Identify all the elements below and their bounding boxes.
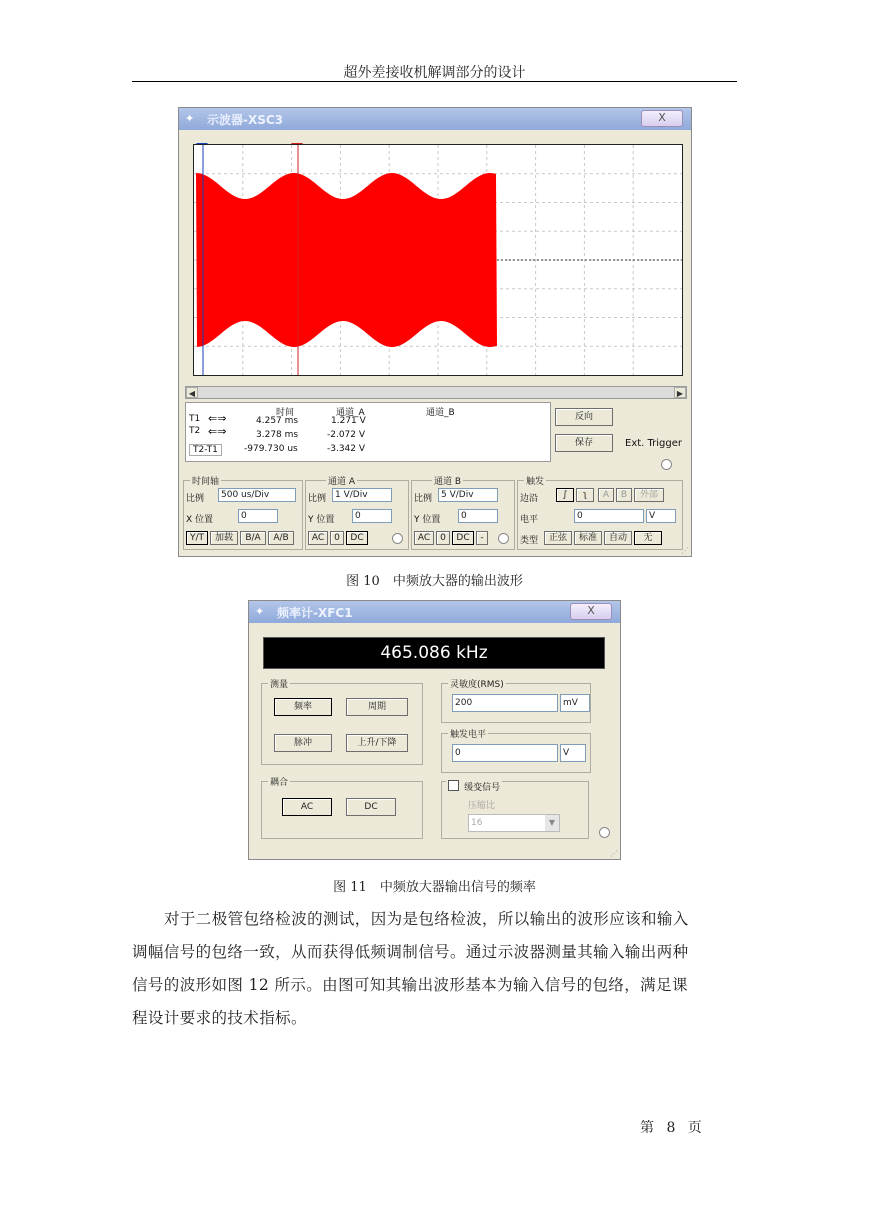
channel-a-scale-label: 比例 bbox=[308, 494, 327, 504]
channel-a-ypos-field[interactable]: 0 bbox=[352, 509, 392, 523]
edge-falling-button[interactable]: ʅ bbox=[576, 488, 594, 502]
slow-signal-group bbox=[441, 781, 589, 839]
oscilloscope-title: 示波器-XSC3 bbox=[207, 113, 284, 127]
channel-b-ypos-label: Y 位置 bbox=[414, 515, 441, 525]
timebase-scale-label: 比例 bbox=[186, 494, 205, 504]
paragraph-line: 程设计要求的技术指标。 bbox=[132, 1009, 307, 1027]
cursor-t2-handle[interactable] bbox=[291, 136, 303, 144]
trigger-level-label: 电平 bbox=[520, 515, 539, 525]
readout-col-b: 通道_B bbox=[426, 408, 455, 418]
slow-signal-label: 缓变信号 bbox=[464, 783, 501, 793]
close-button[interactable] bbox=[570, 603, 612, 620]
channel-b-group-label: 通道 B bbox=[432, 474, 463, 487]
trigger-source-ext-button[interactable]: 外部 bbox=[634, 488, 664, 502]
counter-title: 频率计-XFC1 bbox=[277, 606, 353, 620]
resize-grip-icon[interactable]: ⋰ bbox=[681, 546, 689, 555]
type-auto-button[interactable]: 自动 bbox=[604, 531, 632, 545]
mode-yt-button[interactable]: Y/T bbox=[186, 531, 208, 545]
readout-col-time: 时间 bbox=[276, 408, 295, 418]
waveform-channel-a bbox=[196, 173, 497, 347]
sensitivity-unit[interactable]: mV bbox=[560, 694, 590, 712]
measure-rise-fall-button[interactable]: 上升/下降 bbox=[346, 734, 408, 752]
mode-ab-button[interactable]: A/B bbox=[268, 531, 294, 545]
channel-b-zero-button[interactable]: 0 bbox=[436, 531, 450, 545]
paragraph-line: 调幅信号的包络一致，从而获得低频调制信号。通过示波器测量其输入输出两种 bbox=[132, 943, 689, 961]
type-none-button[interactable]: 无 bbox=[634, 531, 662, 545]
trigger-group-label: 触发 bbox=[524, 474, 546, 487]
counter-terminal[interactable] bbox=[599, 827, 610, 838]
channel-b-ac-button[interactable]: AC bbox=[414, 531, 434, 545]
chevron-down-icon[interactable]: ▼ bbox=[545, 815, 559, 831]
timebase-group bbox=[183, 477, 303, 550]
measure-pulse-button[interactable]: 脉冲 bbox=[274, 734, 332, 752]
cursor-readout-panel bbox=[185, 402, 551, 462]
ext-trigger-label: Ext. Trigger bbox=[625, 438, 683, 449]
trigger-level-group bbox=[441, 730, 591, 773]
app-logo-icon: ✦ bbox=[185, 112, 195, 125]
channel-a-dc-button[interactable]: DC bbox=[346, 531, 368, 545]
scroll-right-icon[interactable]: ▶ bbox=[674, 387, 686, 398]
channel-b-scale-label: 比例 bbox=[414, 494, 433, 504]
page-header: 超外差接收机解调部分的设计 bbox=[343, 65, 526, 81]
measure-frequency-button[interactable]: 频率 bbox=[274, 698, 332, 716]
channel-a-scale-field[interactable]: 1 V/Div bbox=[332, 488, 392, 502]
coupling-group bbox=[261, 778, 423, 839]
paragraph-line: 信号的波形如图 12 所示。由图可知其输出波形基本为输入信号的包络，满足课 bbox=[132, 976, 688, 994]
trigger-source-a-button[interactable]: A bbox=[598, 488, 614, 502]
channel-a-ac-button[interactable]: AC bbox=[308, 531, 328, 545]
save-button[interactable]: 保存 bbox=[555, 434, 613, 452]
readout-diff-label: T2-T1 bbox=[189, 444, 222, 456]
timebase-xpos-field[interactable]: 0 bbox=[238, 509, 278, 523]
measure-period-button[interactable]: 周期 bbox=[346, 698, 408, 716]
close-button[interactable] bbox=[641, 110, 683, 127]
readout-t2-time: 3.278 ms bbox=[256, 430, 299, 440]
type-single-button[interactable]: 正弦 bbox=[544, 531, 572, 545]
readout-col-a: 通道_A bbox=[336, 408, 365, 418]
measure-group-label: 测量 bbox=[268, 677, 290, 690]
horizontal-scrollbar[interactable] bbox=[185, 386, 687, 399]
ratio-value: 16 bbox=[471, 818, 483, 828]
channel-b-group bbox=[411, 477, 515, 550]
header-rule bbox=[132, 81, 737, 82]
readout-t1-time: 4.257 ms bbox=[256, 416, 299, 426]
close-icon: X bbox=[658, 111, 666, 124]
channel-a-ypos-label: Y 位置 bbox=[308, 515, 335, 525]
measure-group bbox=[261, 680, 423, 765]
close-icon: X bbox=[587, 604, 595, 617]
trigger-edge-label: 边沿 bbox=[520, 494, 539, 504]
oscilloscope-window bbox=[178, 107, 692, 557]
oscilloscope-titlebar[interactable] bbox=[179, 108, 691, 130]
coupling-group-label: 耦合 bbox=[268, 775, 290, 788]
readout-t1-label: T1 bbox=[189, 414, 201, 424]
resize-grip-icon[interactable]: ⋰ bbox=[610, 849, 618, 858]
channel-b-terminal[interactable] bbox=[498, 533, 509, 544]
figure-11-caption: 图 11 中频放大器输出信号的频率 bbox=[333, 880, 536, 895]
app-logo-icon: ✦ bbox=[255, 605, 265, 618]
ratio-label: 压缩比 bbox=[468, 801, 496, 811]
slow-signal-header bbox=[446, 775, 502, 794]
trigger-level-field[interactable]: 0 bbox=[452, 744, 558, 762]
readout-t2-label: T2 bbox=[189, 426, 201, 436]
timebase-scale-field[interactable]: 500 us/Div bbox=[218, 488, 296, 502]
readout-t2-a: -2.072 V bbox=[327, 430, 366, 440]
ext-trigger-terminal[interactable] bbox=[661, 459, 672, 470]
trigger-source-b-button[interactable]: B bbox=[616, 488, 632, 502]
counter-titlebar[interactable] bbox=[249, 601, 620, 623]
mode-add-button[interactable]: 加载 bbox=[210, 531, 238, 545]
readout-diff-time: -979.730 us bbox=[244, 444, 298, 454]
body-paragraph bbox=[132, 903, 737, 1035]
reverse-button[interactable]: 反向 bbox=[555, 408, 613, 426]
type-normal-button[interactable]: 标准 bbox=[574, 531, 602, 545]
edge-rising-button[interactable]: ∫ bbox=[556, 488, 574, 502]
page-number: 第 8 页 bbox=[640, 1120, 702, 1136]
trigger-level-unit[interactable]: V bbox=[560, 744, 586, 762]
channel-b-scale-field[interactable]: 5 V/Div bbox=[438, 488, 498, 502]
trigger-level-unit[interactable]: V bbox=[646, 509, 676, 523]
readout-t1-a: 1.271 V bbox=[331, 416, 366, 426]
t2-arrows-icon[interactable]: ⇐⇒ bbox=[208, 425, 227, 438]
paragraph-line: 对于二极管包络检波的测试，因为是包络检波，所以输出的波形应该和输入 bbox=[164, 910, 689, 928]
trigger-group bbox=[517, 477, 683, 550]
readout-diff-a: -3.342 V bbox=[327, 444, 366, 454]
channel-b-minus-button[interactable]: - bbox=[476, 531, 488, 545]
figure-10-caption: 图 10 中频放大器的输出波形 bbox=[346, 574, 523, 589]
cursor-t1-handle[interactable] bbox=[196, 136, 208, 144]
frequency-counter-window bbox=[248, 600, 621, 860]
timebase-group-label: 时间轴 bbox=[190, 474, 221, 487]
frequency-display: 465.086 kHz bbox=[263, 637, 605, 669]
ratio-select[interactable] bbox=[468, 814, 560, 832]
trigger-level-group-label: 触发电平 bbox=[448, 727, 488, 740]
coupling-ac-button[interactable]: AC bbox=[282, 798, 332, 816]
oscilloscope-screen bbox=[193, 144, 683, 376]
mode-ba-button[interactable]: B/A bbox=[240, 531, 266, 545]
channel-a-group bbox=[305, 477, 409, 550]
slow-signal-checkbox[interactable] bbox=[448, 780, 459, 791]
channel-a-zero-button[interactable]: 0 bbox=[330, 531, 344, 545]
sensitivity-group-label: 灵敏度(RMS) bbox=[448, 677, 506, 690]
channel-b-ypos-field[interactable]: 0 bbox=[458, 509, 498, 523]
waveform-plot bbox=[194, 145, 682, 375]
t1-arrows-icon[interactable]: ⇐⇒ bbox=[208, 412, 227, 425]
trigger-level-field[interactable]: 0 bbox=[574, 509, 644, 523]
scroll-left-icon[interactable]: ◀ bbox=[186, 387, 198, 398]
sensitivity-field[interactable]: 200 bbox=[452, 694, 558, 712]
sensitivity-group bbox=[441, 680, 591, 723]
timebase-xpos-label: X 位置 bbox=[186, 515, 214, 525]
channel-b-dc-button[interactable]: DC bbox=[452, 531, 474, 545]
trigger-type-label: 类型 bbox=[520, 536, 539, 546]
coupling-dc-button[interactable]: DC bbox=[346, 798, 396, 816]
channel-a-group-label: 通道 A bbox=[326, 474, 357, 487]
channel-a-terminal[interactable] bbox=[392, 533, 403, 544]
